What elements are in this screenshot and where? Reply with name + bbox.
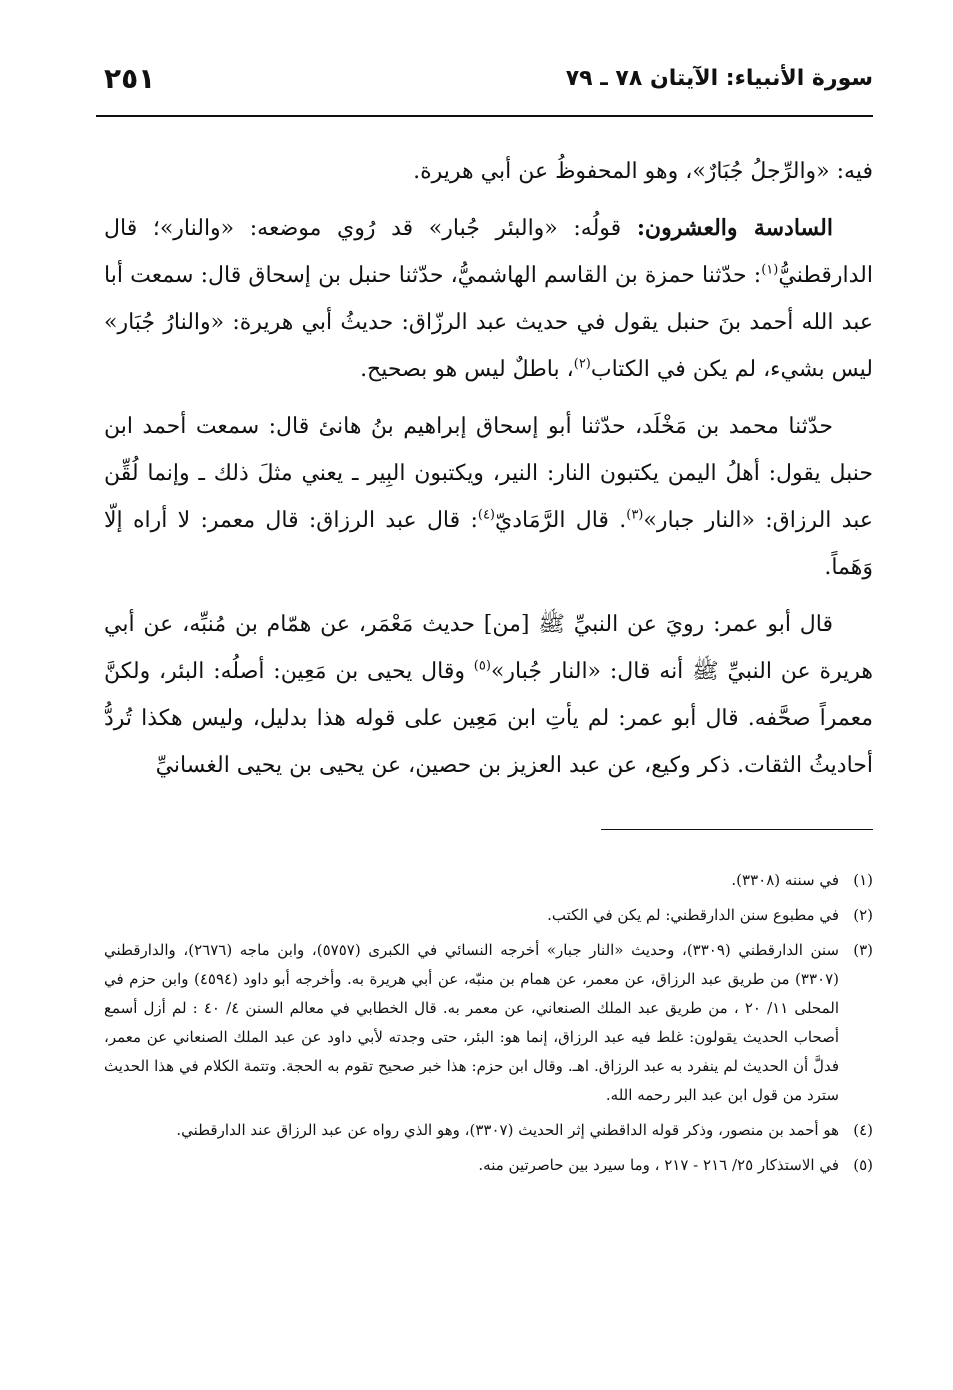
footnote-ref-2[interactable]: (٢)	[573, 356, 591, 372]
page-number: ٢٥١	[104, 62, 156, 95]
footnote-1: (١) في سننه (٣٣٠٨).	[731, 871, 873, 889]
header-divider	[96, 115, 873, 117]
section-heading: السادسة والعشرون:	[636, 215, 833, 241]
surah-title: سورة الأنبياء: الآيتان ٧٨ ـ ٧٩	[565, 66, 873, 91]
footnotes	[104, 866, 873, 1186]
running-header	[96, 62, 873, 114]
footnote-ref-1[interactable]: (١)	[761, 262, 779, 278]
footnote-4: (٤) هو أحمد بن منصور، وذكر قوله الداقطني إثر الحديث (٣٣٠٧)، وهو الذي رواه عن عبد الرزاق عند الدارقطني.	[176, 1121, 873, 1139]
footnote-ref-5[interactable]: (٥)	[473, 658, 491, 674]
paragraph-4: قال أبو عمر: رويَ عن النبيِّ ﷺ [من] حديث مَعْمَر، عن همّام بن مُنبِّه، عن أبي هريرة عن النبيِّ ﷺ أنه قال: «النار جُبار»$^{(٥)}$ وقال يحيى بن مَعِين: أصلُه: البئر، ولكنَّ معمراً صحَّفه. قال أبو عمر: لم يأتِ ابن مَعِين على قوله هذا بدليل، وليس هكذا تُردُّ أحاديثُ الثقات. ذكر وكيع، عن عبد العزيز بن حصين، عن يحيى بن يحيى الغسانيِّ	[104, 612, 873, 778]
footnote-3: (٣) سنن الدارقطني (٣٣٠٩)، وحديث «النار جبار» أخرجه النسائي في الكبرى (٥٧٥٧)، وابن ماجه (٢٦٧٦)، والدارقطني (٣٣٠٧) من طريق عبد الرزاق، عن معمر، عن همام بن منبّه، عن أبي هريرة به. وأخرجه أبو داود (٤٥٩٤) وابن حزم في المحلى ١١/ ٢٠ ، من طريق عبد الملك الصنعاني، عن معمر به. قال الخطابي في معالم السنن ٤/ ٤٠ : لم أزل أسمع أصحاب الحديث يقولون: غلط فيه عبد الرزاق، إنما هو: البئر، حتى وجدته لأبي داود عن عبد الملك الصنعاني عن معمر، فدلَّ أن الحديث لم ينفرد به عبد الرزاق. اهـ. وقال ابن حزم: هذا خبر صحيح تقوم به الحجة. وتتمة الكلام في هذا الحديث سترد من قول ابن عبد البر رحمه الله.	[104, 941, 873, 1104]
paragraph-3: حدّثنا محمد بن مَخْلَد، حدّثنا أبو إسحاق إبراهيم بنُ هانئ قال: سمعت أحمد ابن حنبل يقول: أهلُ اليمن يكتبون النار: النير، ويكتبون البِير ـ يعني مثلَ ذلك ـ وإنما لُقِّن عبد الرزاق: «النار جبار»$^{(٣)}$. قال الرَّمَاديّ$^{(٤)}$: قال عبد الرزاق: قال معمر: لا أراه إلّا وَهَماً.	[104, 414, 873, 580]
main-text	[104, 148, 873, 799]
footnote-divider	[601, 829, 873, 830]
footnote-ref-3[interactable]: (٣)	[626, 507, 644, 523]
footnote-2: (٢) في مطبوع سنن الدارقطني: لم يكن في الكتب.	[547, 906, 873, 924]
footnote-ref-4[interactable]: (٤)	[477, 507, 495, 523]
paragraph-1: فيه: «والرِّجلُ جُبَارٌ»، وهو المحفوظُ عن أبي هريرة.	[413, 159, 873, 184]
paragraph-2: السادسة والعشرون: قولُه: «والبئر جُبار» قد رُوي موضعه: «والنار»؛ قال الدارقطنيُّ$^{(١)}$: حدّثنا حمزة بن القاسم الهاشميُّ، حدّثنا حنبل بن إسحاق قال: سمعت أبا عبد الله أحمد بنَ حنبل يقول في حديث عبد الرزّاق: حديثُ أبي هريرة: «والنارُ جُبَار» ليس بشيء، لم يكن في الكتاب$^{(٢)}$، باطلٌ ليس هو بصحيح.	[104, 215, 873, 382]
footnote-5: (٥) في الاستذكار ٢٥/ ٢١٦ - ٢١٧ ، وما سيرد بين حاصرتين منه.	[478, 1156, 873, 1174]
